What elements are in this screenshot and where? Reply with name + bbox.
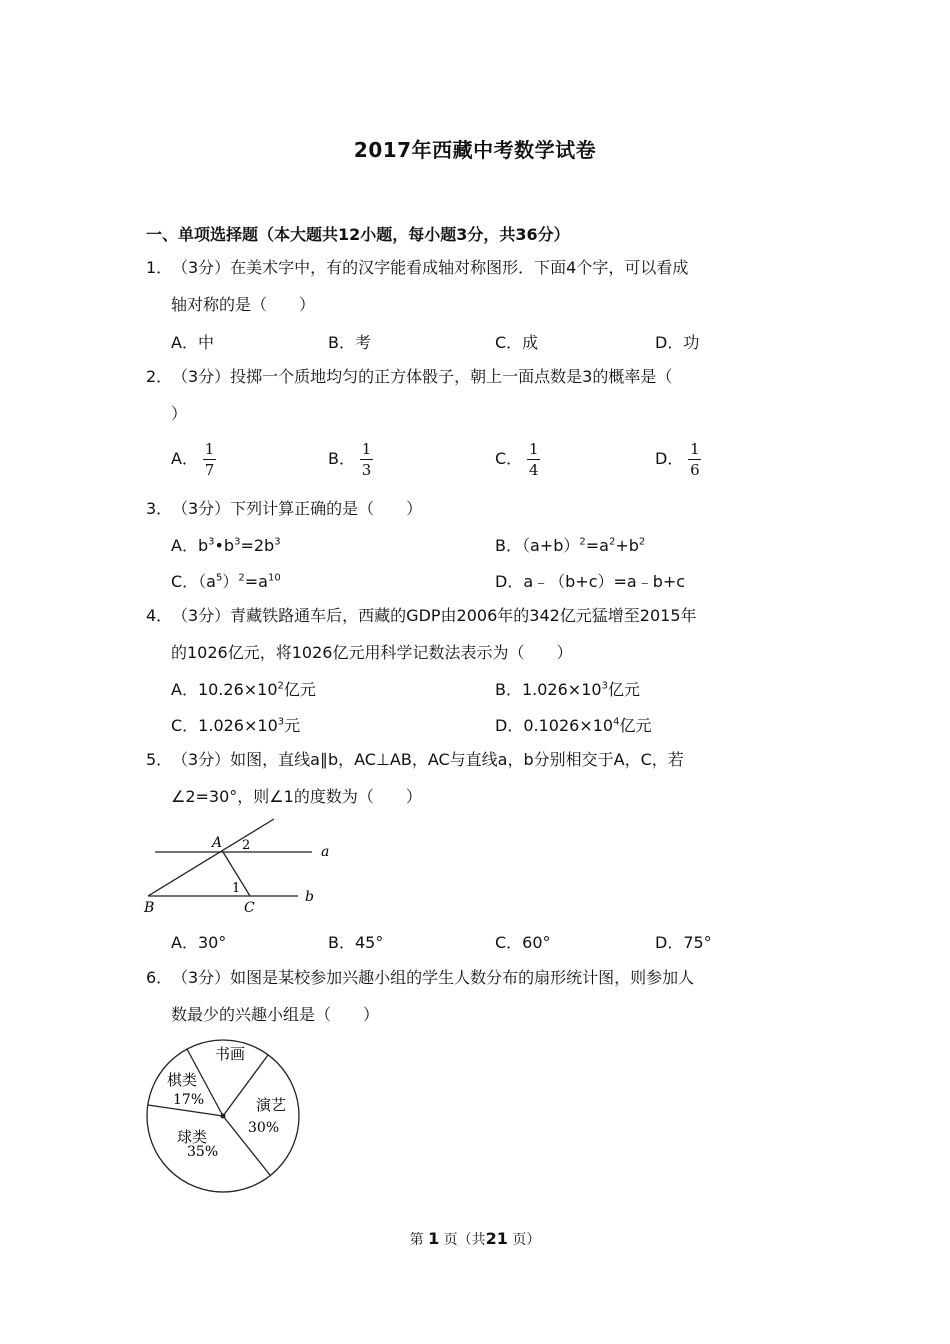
line-ab	[148, 819, 274, 896]
page-total: 21	[485, 1229, 508, 1248]
q4-option-d: D．$0.1026\times 10^4$亿元	[495, 716, 652, 735]
question-3	[146, 490, 811, 527]
interest-group-pie-chart	[140, 1035, 310, 1200]
q3-option-c: C．$(a^5)^2=a^{10}$	[171, 572, 281, 591]
option-label: A．	[171, 449, 198, 468]
question-stem-continued: ∠2=30°，则∠1的度数为（ ）	[171, 787, 422, 806]
page-footer: 第 1 页（共21 页）	[409, 1229, 541, 1248]
page-title: 2017年西藏中考数学试卷	[353, 138, 597, 162]
q2-option-c	[495, 441, 540, 478]
numerator: 1	[361, 440, 372, 458]
label-angle-2: 2	[242, 838, 251, 853]
q2-option-a	[171, 441, 216, 478]
numerator: 1	[690, 440, 700, 458]
slice-pct-ball: 35%	[187, 1144, 219, 1160]
section-heading: 一、单项选择题（本大题共12小题，每小题3分，共36分）	[146, 225, 570, 244]
q4-option-c: C．$1.026\times 10^3$元	[171, 716, 301, 735]
q1-option-c: C．成	[495, 333, 539, 352]
slice-label-ball: 球类	[177, 1128, 208, 1146]
question-5	[146, 741, 811, 815]
fraction	[527, 441, 540, 478]
label-b: b	[305, 889, 314, 905]
slice-label-drama: 演艺	[256, 1096, 287, 1114]
question-number: 1．	[146, 258, 173, 277]
question-stem: （3分）下列计算正确的是（ ）	[172, 499, 423, 518]
q2-option-b	[328, 441, 373, 478]
question-stem: （3分）在美术字中，有的汉字能看成轴对称图形．下面4个字，可以看成	[172, 258, 689, 277]
question-number: 4．	[146, 606, 173, 625]
question-stem: （3分）投掷一个质地均匀的正方体骰子，朝上一面点数是3的概率是（	[172, 367, 673, 386]
numerator: 1	[529, 440, 539, 458]
label-B: B	[144, 900, 155, 915]
denominator: 7	[204, 461, 215, 479]
option-label: C．	[495, 449, 523, 468]
page-number: 1	[428, 1229, 440, 1248]
slice-label-calligraphy: 书画	[215, 1045, 246, 1063]
option-label: B．	[328, 449, 355, 468]
question-stem: （3分）如图，直线a∥b，AC⊥AB，AC与直线a，b分别相交于A，C，若	[172, 750, 684, 769]
denominator: 4	[529, 461, 539, 479]
q3-option-a: A．$b^3•b^3=2b^3$	[171, 536, 281, 555]
fraction	[360, 441, 373, 478]
question-6	[146, 959, 811, 1033]
q2-option-d	[655, 441, 701, 478]
label-angle-1: 1	[232, 881, 241, 896]
question-stem: （3分）如图是某校参加兴趣小组的学生人数分布的扇形统计图，则参加人	[172, 968, 695, 987]
slice-label-chess: 棋类	[167, 1071, 198, 1089]
fraction	[688, 441, 701, 478]
parallel-lines-figure	[140, 815, 340, 915]
q5-option-b: B．45°	[328, 933, 384, 952]
slice-pct-drama: 30%	[248, 1120, 280, 1136]
question-stem-continued: ）	[171, 404, 188, 423]
pie-center	[221, 1114, 226, 1119]
q1-option-d: D．功	[655, 333, 700, 352]
slice-pct-chess: 17%	[173, 1092, 205, 1108]
question-number: 5．	[146, 750, 173, 769]
q4-option-a: A．$10.26\times 10^2$亿元	[171, 680, 316, 699]
numerator: 1	[204, 440, 215, 458]
q5-option-c: C．60°	[495, 933, 551, 952]
q5-option-a: A．30°	[171, 933, 227, 952]
label-a: a	[321, 844, 330, 860]
question-stem: （3分）青藏铁路通车后，西藏的GDP由2006年的342亿元猛增至2015年	[172, 606, 697, 625]
question-stem-continued: 的1026亿元，将1026亿元用科学记数法表示为（ ）	[171, 643, 573, 662]
question-number: 3．	[146, 499, 173, 518]
question-stem-continued: 数最少的兴趣小组是（ ）	[171, 1005, 380, 1024]
option-label: D．	[655, 449, 684, 468]
q1-option-b: B．考	[328, 333, 371, 352]
question-number: 6．	[146, 968, 173, 987]
q3-option-d: D．a﹣（b+c）=a﹣b+c	[495, 572, 686, 591]
question-2	[146, 358, 811, 432]
denominator: 3	[361, 461, 372, 479]
label-A: A	[212, 835, 223, 851]
question-4	[146, 597, 811, 671]
q5-option-d: D．75°	[655, 933, 712, 952]
q1-option-a: A．中	[171, 333, 214, 352]
denominator: 6	[690, 461, 700, 479]
label-C: C	[244, 900, 255, 915]
q3-option-b: B．$(a+b)^2=a^2+b^2$	[495, 536, 646, 555]
question-number: 2．	[146, 367, 173, 386]
question-1	[146, 249, 811, 323]
question-stem-continued: 轴对称的是（ ）	[171, 295, 316, 314]
fraction	[203, 441, 216, 478]
q4-option-b: B．$1.026\times 10^3$亿元	[495, 680, 640, 699]
